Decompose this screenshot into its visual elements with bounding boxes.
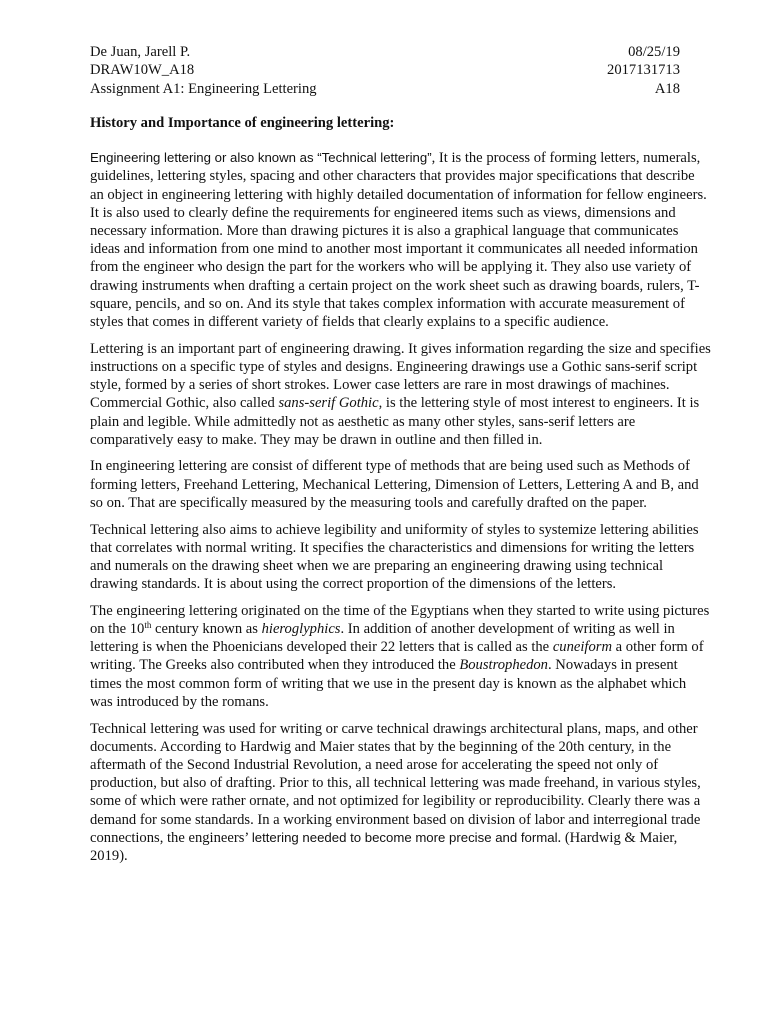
- text-run: styles that comes in different variety of fields that clearly explains to a specific audience.: [90, 314, 609, 331]
- paragraph-line: [90, 149, 701, 167]
- text-run: from the engineer who design the part for the workers who will be applying it. They also use variety of: [90, 259, 692, 276]
- author-name: De Juan, Jarell P.: [90, 44, 191, 60]
- assignment-title: Assignment A1: Engineering Lettering: [90, 80, 317, 97]
- header-row-1: [90, 43, 680, 61]
- paragraph-line: [90, 774, 701, 792]
- text-run: drawing instruments when drafting a certain project on the work sheet such as drawing boards, rulers, T-: [90, 277, 700, 294]
- paragraph-line: [90, 167, 695, 185]
- text-run: was introduced by the romans.: [90, 693, 269, 710]
- body-paragraph: [90, 149, 707, 331]
- paragraph-line: [90, 277, 700, 295]
- paragraph-line: [90, 313, 680, 331]
- paragraph-line: [90, 186, 707, 204]
- text-run: . (Hardwig & Maier,: [557, 829, 678, 846]
- text-run: Technical lettering also aims to achieve legibility and uniformity of styles to systemize lettering abilities: [90, 521, 699, 538]
- paragraph-line: [90, 756, 680, 774]
- text-run: style, formed by a series of short strokes. Lower case letters are rare in most drawings of machines.: [90, 377, 670, 394]
- text-run: comparatively easy to make. They may be drawn in outline and then filled in.: [90, 431, 543, 448]
- paragraph-line: [90, 431, 680, 449]
- paragraph-line: [90, 376, 680, 394]
- body-paragraph: [90, 457, 699, 512]
- text-run: . Nowadays in present: [547, 657, 678, 674]
- paragraphs-container: [90, 149, 711, 865]
- paragraph-line: [90, 829, 680, 847]
- paragraph-line: [90, 557, 680, 575]
- document-body: [90, 114, 711, 874]
- text-run: writing. The Greeks also contributed when they introduced the: [90, 657, 460, 674]
- header-row-3: [90, 80, 680, 98]
- paragraph-line: [90, 240, 698, 258]
- text-run: documents. According to Hardwig and Maier states that by the beginning of the 20th century, in the: [90, 738, 672, 755]
- text-run: that correlates with normal writing. It specifies the characteristics and dimensions for writing the letters: [90, 539, 695, 556]
- student-number: 2017131713: [607, 62, 680, 79]
- paragraph-line: [90, 539, 695, 557]
- text-run: aftermath of the Second Industrial Revolution, a need arose for accelerating the speed not only of: [90, 757, 659, 773]
- paragraph-line: [90, 847, 680, 865]
- text-run: guidelines, lettering styles, spacing and other characters that provides major specifications that describe: [90, 168, 695, 185]
- text-run: so on. That are specifically measured by the measuring tools and carefully drafted on the paper.: [90, 494, 647, 511]
- paragraph-line: [90, 602, 710, 620]
- text-run: Lettering is an important part of engineering drawing. It gives information regarding the size and specifies: [90, 340, 711, 357]
- text-run: The engineering lettering originated on the time of the Egyptians when they started to write using pictures: [90, 602, 710, 619]
- text-run: ideas and information from one mind to another most important it communicates all needed information: [90, 241, 698, 258]
- paragraph-line: [90, 521, 699, 539]
- text-run: some of which were rather ornate, and not optimized for legibility or reproducibility. Clearly there was a: [90, 793, 701, 810]
- text-run: , is the lettering style of most interest to engineers. It is: [378, 395, 700, 412]
- text-run: necessary information. More than drawing pictures it is also a graphical language that communicates: [90, 223, 679, 240]
- text-run: square, pencils, and so on. And its style that takes complex information with accurate measurement of: [90, 295, 685, 312]
- paragraph-line: [90, 413, 680, 431]
- paragraph-line: [90, 675, 687, 693]
- paragraph-line: [90, 792, 701, 810]
- section-heading: History and Importance of engineering lettering:: [90, 115, 395, 131]
- paragraph-line: [90, 394, 700, 412]
- text-run: In engineering lettering are consist of different type of methods that are being used such as Methods of: [90, 458, 690, 475]
- text-run: demand for some standards. In a working environment based on division of labor and interregional trade: [90, 811, 701, 828]
- course-code: DRAW10W_A18: [90, 62, 195, 79]
- text-run: an object in engineering lettering with highly detailed documentation of information for fellow engineers.: [90, 186, 707, 203]
- paragraph-line: [90, 358, 698, 376]
- text-run: It is also used to clearly define the requirements for engineered items such as views, dimensions and: [90, 204, 676, 221]
- paragraph-line: [90, 575, 680, 593]
- paragraph-line: [90, 720, 698, 738]
- body-paragraph: [90, 521, 699, 594]
- paragraph-line: [90, 638, 704, 656]
- sans-text-run: lettering needed to become more precise and formal: [251, 829, 558, 845]
- text-run: drawing standards. It is about using the correct proportion of the dimensions of the letters.: [90, 576, 617, 593]
- superscript: th: [144, 620, 152, 631]
- paragraph-line: [90, 494, 680, 512]
- paragraph-line: [90, 476, 699, 494]
- paragraph-line: [90, 222, 680, 240]
- text-run: on the 10: [90, 621, 145, 638]
- italic-term: sans-serif Gothic: [278, 395, 379, 412]
- paragraph-line: [90, 204, 680, 222]
- text-run: Commercial Gothic, also called: [90, 395, 279, 412]
- text-run: and numerals on the drawing sheet when we are preparing an engineering drawing using technical: [90, 557, 664, 574]
- section-code: A18: [654, 80, 680, 97]
- paragraph-line: [90, 811, 701, 829]
- body-paragraph: [90, 602, 710, 711]
- document-header: [90, 43, 680, 98]
- text-run: , It is the process of forming letters, numerals,: [431, 150, 701, 167]
- text-run: forming letters, Freehand Lettering, Mechanical Lettering, Dimension of Letters, Lettering A and B, and: [90, 476, 699, 493]
- italic-term: cuneiform: [552, 639, 612, 656]
- text-run: Technical lettering was used for writing or carve technical drawings architectural plans, maps, and other: [90, 720, 698, 737]
- submission-date: 08/25/19: [628, 44, 680, 60]
- italic-term: hieroglyphics: [261, 621, 341, 638]
- header-row-2: [90, 61, 680, 79]
- italic-term: Boustrophedon: [459, 657, 548, 674]
- text-run: plain and legible. While admittedly not as aesthetic as many other styles, sans-serif letters are: [90, 413, 636, 430]
- text-run: century known as: [151, 621, 262, 638]
- text-run: . In addition of another development of writing as well in: [340, 621, 675, 638]
- paragraph-line: [90, 457, 690, 475]
- paragraph-line: [90, 738, 680, 756]
- paragraph-line: [90, 340, 711, 358]
- paragraph-line: [90, 295, 685, 313]
- text-run: a other form of: [612, 639, 704, 656]
- paragraph-line: [90, 258, 692, 276]
- body-paragraph: [90, 340, 711, 449]
- text-run: 2019).: [90, 848, 128, 865]
- text-run: connections, the engineers’: [90, 829, 252, 846]
- text-run: instructions on a specific type of styles and designs. Engineering drawings use a Gothic sans-serif script: [90, 358, 698, 375]
- paragraph-line: [90, 693, 680, 711]
- body-paragraph: [90, 720, 701, 866]
- paragraph-line: [90, 620, 680, 638]
- sans-text-run: Engineering lettering or also known as “Technical lettering”: [90, 150, 432, 166]
- text-run: production, but also of drafting. Prior to this, all technical lettering was made freehand, in various styles,: [90, 775, 701, 792]
- text-run: times the most common form of writing that we use in the present day is known as the alphabet which: [90, 675, 687, 692]
- paragraph-line: [90, 656, 680, 674]
- text-run: lettering is when the Phoenicians developed their 22 letters that is called as the: [90, 639, 553, 656]
